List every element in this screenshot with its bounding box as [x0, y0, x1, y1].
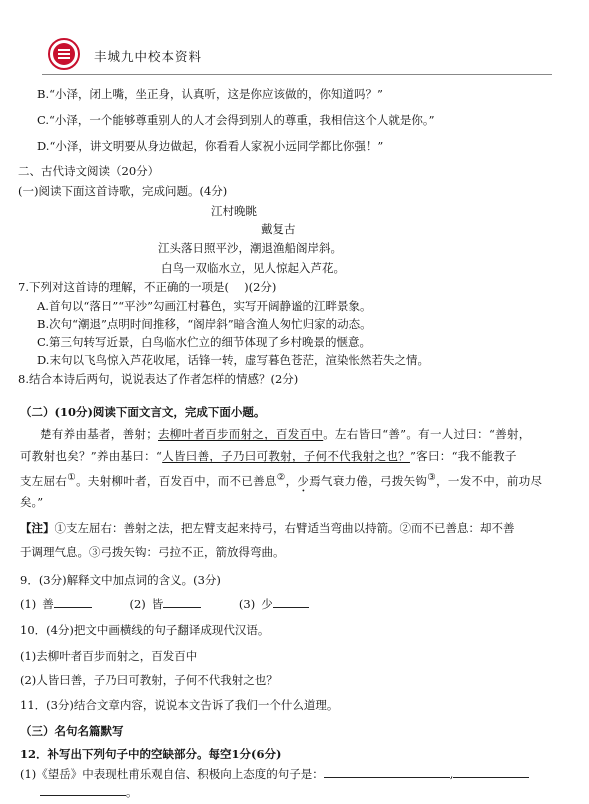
question-7-option-c: C.第三句转写近景，白鸟临水伫立的细节体现了乡村晚景的惬意。	[37, 335, 372, 349]
answer-blank[interactable]	[273, 596, 309, 608]
part3-heading: （三）名句名篇默写	[20, 724, 124, 738]
question-7-stem: 7.下列对这首诗的理解，不正确的一项是( )(2分)	[18, 280, 277, 294]
option-b: B.“小泽，闭上嘴，坐正身，认真听，这是你应该做的，你知道吗？”	[37, 87, 383, 101]
part1-intro: (一)阅读下面这首诗歌，完成问题。(4分)	[18, 184, 228, 198]
underlined-sentence-1: 去柳叶者百步而射之，百发百中	[158, 427, 324, 441]
question-7-option-a: A.首句以“落日”“平沙”勾画江村暮色，实写开阔静谧的江畔景象。	[37, 299, 372, 313]
header-divider	[42, 74, 552, 75]
answer-blank[interactable]	[324, 766, 450, 778]
note-line-2: 于调理气息。③弓拨矢钩：弓拉不正，箭放得弯曲。	[20, 545, 285, 559]
option-c: C.“小泽，一个能够尊重别人的人才会得到别人的尊重，我相信这个人就是你。”	[37, 113, 435, 127]
question-8: 8.结合本诗后两句，说说表达了作者怎样的情感？(2分)	[18, 372, 299, 386]
answer-blank[interactable]	[54, 596, 92, 608]
passage-line-3: 支左屈右①。夫射柳叶者，百发百中，而不已善息②，少焉气衰力倦，弓拨矢钩③，一发不中，前功尽	[20, 472, 543, 488]
question-9-stem: 9．(3分)解释文中加点词的含义。(3分)	[20, 573, 221, 587]
poem-line: 白鸟一双临水立，见人惊起入芦花。	[161, 261, 345, 275]
option-d: D.“小泽，讲文明要从身边做起，你看看人家祝小远同学都比你强！”	[37, 139, 384, 153]
underlined-sentence-2: 人皆曰善，子乃曰可教射，子何不代我射之也？	[162, 449, 410, 463]
question-9-items: (1) 善 (2) 皆 (3) 少	[20, 596, 309, 612]
question-12-item-1: (1)《望岳》中表现杜甫乐观自信、积极向上态度的句子是： ,	[20, 766, 529, 782]
passage-line-1: 楚有养由基者，善射；去柳叶者百步而射之，百发百中。左右皆曰“善”。有一人过曰：“善射，	[40, 427, 531, 441]
answer-blank[interactable]	[163, 596, 201, 608]
question-12-item-1-cont: 。	[40, 784, 138, 800]
section-heading: 二、古代诗文阅读（20分）	[18, 164, 160, 178]
footnote-marker-3: ③	[427, 472, 437, 483]
part2-heading: （二）(10分)阅读下面文言文，完成下面小题。	[20, 405, 266, 419]
question-10-stem: 10．(4分)把文中画横线的句子翻译成现代汉语。	[20, 623, 270, 637]
dotted-word-shao: 少	[297, 473, 310, 488]
passage-line-2: 可教射也矣？”养由基曰：“人皆曰善，子乃曰可教射，子何不代我射之也？”客曰：“我不能教子	[20, 449, 517, 463]
answer-blank[interactable]	[40, 784, 126, 796]
question-10-item-1: (1)去柳叶者百步而射之，百发百中	[20, 649, 198, 663]
question-7-option-d: D.末句以飞鸟惊入芦花收尾，话锋一转，虚写暮色苍茫，渲染怅然若失之情。	[37, 353, 429, 367]
answer-blank[interactable]	[453, 766, 529, 778]
footnote-marker-1: ①	[67, 472, 77, 483]
note-label: 【注】	[20, 521, 55, 535]
poem-author: 戴复古	[261, 222, 296, 236]
passage-line-4: 矣。”	[20, 495, 44, 509]
note-line-1: 【注】①支左屈右：善射之法，把左臂支起来持弓，右臂适当弯曲以持箭。②而不已善息：却不善	[20, 521, 515, 535]
question-12-stem: 12．补写出下列句子中的空缺部分。每空1分(6分)	[20, 747, 282, 761]
question-10-item-2: (2)人皆曰善，子乃曰可教射，子何不代我射之也？	[20, 673, 278, 687]
header-title: 丰城九中校本资料	[94, 49, 203, 64]
question-11: 11．(3分)结合文章内容，说说本文告诉了我们一个什么道理。	[20, 698, 339, 712]
question-7-option-b: B.次句“潮退”点明时间推移，“阁岸斜”暗含渔人匆忙归家的动态。	[37, 317, 372, 331]
poem-line: 江头落日照平沙，潮退渔船阁岸斜。	[158, 241, 342, 255]
poem-title: 江村晚眺	[211, 204, 257, 218]
footnote-marker-2: ②	[276, 472, 286, 483]
school-logo-icon	[48, 38, 80, 70]
